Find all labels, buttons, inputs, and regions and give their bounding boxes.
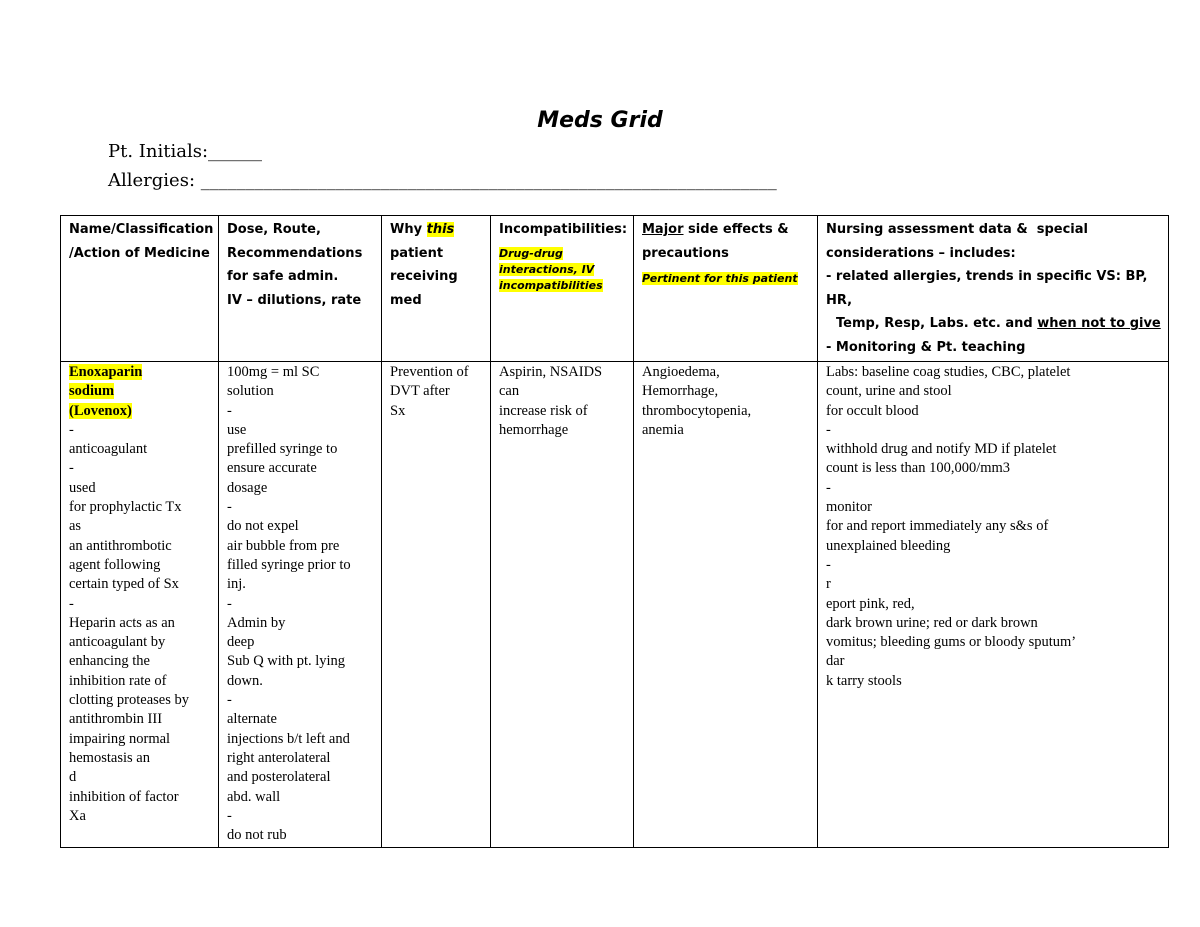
cell-line: deep bbox=[227, 634, 255, 651]
cell-line: anemia bbox=[642, 421, 684, 438]
patient-initials-field: Pt. Initials:______ bbox=[108, 141, 263, 162]
cell-line: anticoagulant by bbox=[69, 634, 166, 651]
cell-line: right anterolateral bbox=[227, 749, 331, 766]
cell-line: alternate bbox=[227, 711, 277, 728]
cell-line: inhibition rate of bbox=[69, 672, 167, 689]
cell-line: can bbox=[499, 383, 520, 400]
cell-line: enhancing the bbox=[69, 653, 150, 670]
allergies-field: Allergies: ________________________________________________________________ bbox=[108, 170, 777, 191]
cell-line: r bbox=[826, 576, 831, 593]
cell-line: - bbox=[826, 421, 831, 438]
cell-line: air bubble from pre bbox=[227, 537, 340, 554]
cell-line: - bbox=[826, 479, 831, 496]
cell-line: - bbox=[227, 807, 232, 824]
cell-line: Aspirin, NSAIDS bbox=[499, 364, 603, 380]
cell-name-classification: Enoxaparin sodium (Lovenox) - anticoagulant - used for prophylactic Tx as an antithrombotic agent following certain typed of Sx - Heparin acts as an anticoagulant by enhancing the inhibition rate of clotting proteases by antithrombin III impairing normal hemostasis an d inhibition of factor Xa bbox=[61, 362, 219, 848]
cell-line: vomitus; bleeding gums or bloody sputum’ bbox=[826, 634, 1077, 651]
cell-line: hemorrhage bbox=[499, 421, 569, 438]
cell-line: - bbox=[826, 556, 831, 573]
cell-line: eport pink, red, bbox=[826, 595, 915, 612]
cell-line: filled syringe prior to bbox=[227, 556, 351, 573]
page-title: Meds Grid bbox=[537, 108, 663, 133]
cell-line: down. bbox=[227, 672, 263, 689]
cell-line: inhibition of factor bbox=[69, 788, 179, 805]
header-incompatibilities: Incompatibilities: Drug-drug interactions, IV incompatibilities bbox=[491, 216, 634, 362]
meds-grid-table bbox=[60, 215, 1169, 848]
cell-line: abd. wall bbox=[227, 788, 281, 805]
header-side-effects: Major side effects & precautions Pertinent for this patient bbox=[634, 216, 818, 362]
cell-line: - bbox=[69, 595, 74, 612]
cell-line: - bbox=[69, 421, 74, 438]
cell-nursing-assessment bbox=[818, 362, 1169, 848]
cell-side-effects bbox=[634, 362, 818, 848]
medication-row bbox=[61, 362, 1169, 848]
cell-line: anticoagulant bbox=[69, 441, 148, 458]
cell-line: thrombocytopenia, bbox=[642, 402, 752, 419]
cell-line: Heparin acts as an bbox=[69, 614, 175, 631]
cell-line: DVT after bbox=[390, 383, 450, 400]
cell-line: for prophylactic Tx bbox=[69, 499, 182, 516]
cell-line: hemostasis an bbox=[69, 749, 150, 766]
cell-why-this-patient bbox=[382, 362, 491, 848]
cell-line: certain typed of Sx bbox=[69, 576, 179, 593]
cell-line: clotting proteases by bbox=[69, 692, 190, 709]
cell-line: - bbox=[69, 460, 74, 477]
cell-line: Hemorrhage, bbox=[642, 383, 719, 400]
cell-line: count is less than 100,000/mm3 bbox=[826, 460, 1011, 477]
cell-line: Prevention of bbox=[390, 364, 469, 380]
cell-line: Sub Q with pt. lying bbox=[227, 653, 346, 670]
header-row bbox=[61, 216, 1169, 362]
cell-line: Admin by bbox=[227, 614, 286, 631]
cell-line: impairing normal bbox=[69, 730, 171, 747]
cell-line: dark brown urine; red or dark brown bbox=[826, 614, 1038, 631]
cell-line: d bbox=[69, 769, 77, 786]
cell-line: k tarry stools bbox=[826, 672, 902, 689]
header-why-this-patient: Why this patient receiving med bbox=[382, 216, 491, 362]
header-name-classification: Name/Classification /Action of Medicine bbox=[61, 216, 219, 362]
cell-line: unexplained bleeding bbox=[826, 537, 951, 554]
cell-line: Labs: baseline coag studies, CBC, platelet bbox=[826, 364, 1071, 380]
cell-line: do not rub bbox=[227, 827, 287, 844]
header-nursing-assessment: Nursing assessment data & special considerations – includes: - related allergies, trends in specific VS: BP, HR, Temp, Resp, Labs. etc. and when not to give - Monitoring & Pt. teaching bbox=[818, 216, 1169, 362]
cell-line: increase risk of bbox=[499, 402, 588, 419]
cell-line: do not expel bbox=[227, 518, 299, 535]
cell-line: 100mg = ml SC bbox=[227, 364, 320, 380]
cell-line: Xa bbox=[69, 807, 86, 824]
cell-line: monitor bbox=[826, 499, 872, 516]
cell-line: use bbox=[227, 421, 247, 438]
cell-line: Sx bbox=[390, 402, 406, 419]
cell-line: withhold drug and notify MD if platelet bbox=[826, 441, 1057, 458]
header-dose-route: Dose, Route, Recommendations for safe admin. IV – dilutions, rate bbox=[219, 216, 382, 362]
cell-line: agent following bbox=[69, 556, 161, 573]
cell-line: - bbox=[227, 595, 232, 612]
cell-line: used bbox=[69, 479, 96, 496]
cell-line: antithrombin III bbox=[69, 711, 163, 728]
cell-line: an antithrombotic bbox=[69, 537, 172, 554]
cell-dose-route bbox=[219, 362, 382, 848]
cell-line: Angioedema, bbox=[642, 364, 720, 380]
cell-line: as bbox=[69, 518, 82, 535]
cell-line: ensure accurate bbox=[227, 460, 317, 477]
cell-line: solution bbox=[227, 383, 274, 400]
cell-line: for and report immediately any s&s of bbox=[826, 518, 1049, 535]
cell-line: for occult blood bbox=[826, 402, 919, 419]
cell-line: dar bbox=[826, 653, 845, 670]
cell-line: and posterolateral bbox=[227, 769, 331, 786]
cell-line: - bbox=[227, 692, 232, 709]
cell-line: inj. bbox=[227, 576, 246, 593]
cell-line: count, urine and stool bbox=[826, 383, 952, 400]
cell-line: prefilled syringe to bbox=[227, 441, 338, 458]
cell-line: dosage bbox=[227, 479, 268, 496]
cell-line: injections b/t left and bbox=[227, 730, 350, 747]
cell-line: - bbox=[227, 499, 232, 516]
cell-line: - bbox=[227, 402, 232, 419]
cell-incompatibilities bbox=[491, 362, 634, 848]
